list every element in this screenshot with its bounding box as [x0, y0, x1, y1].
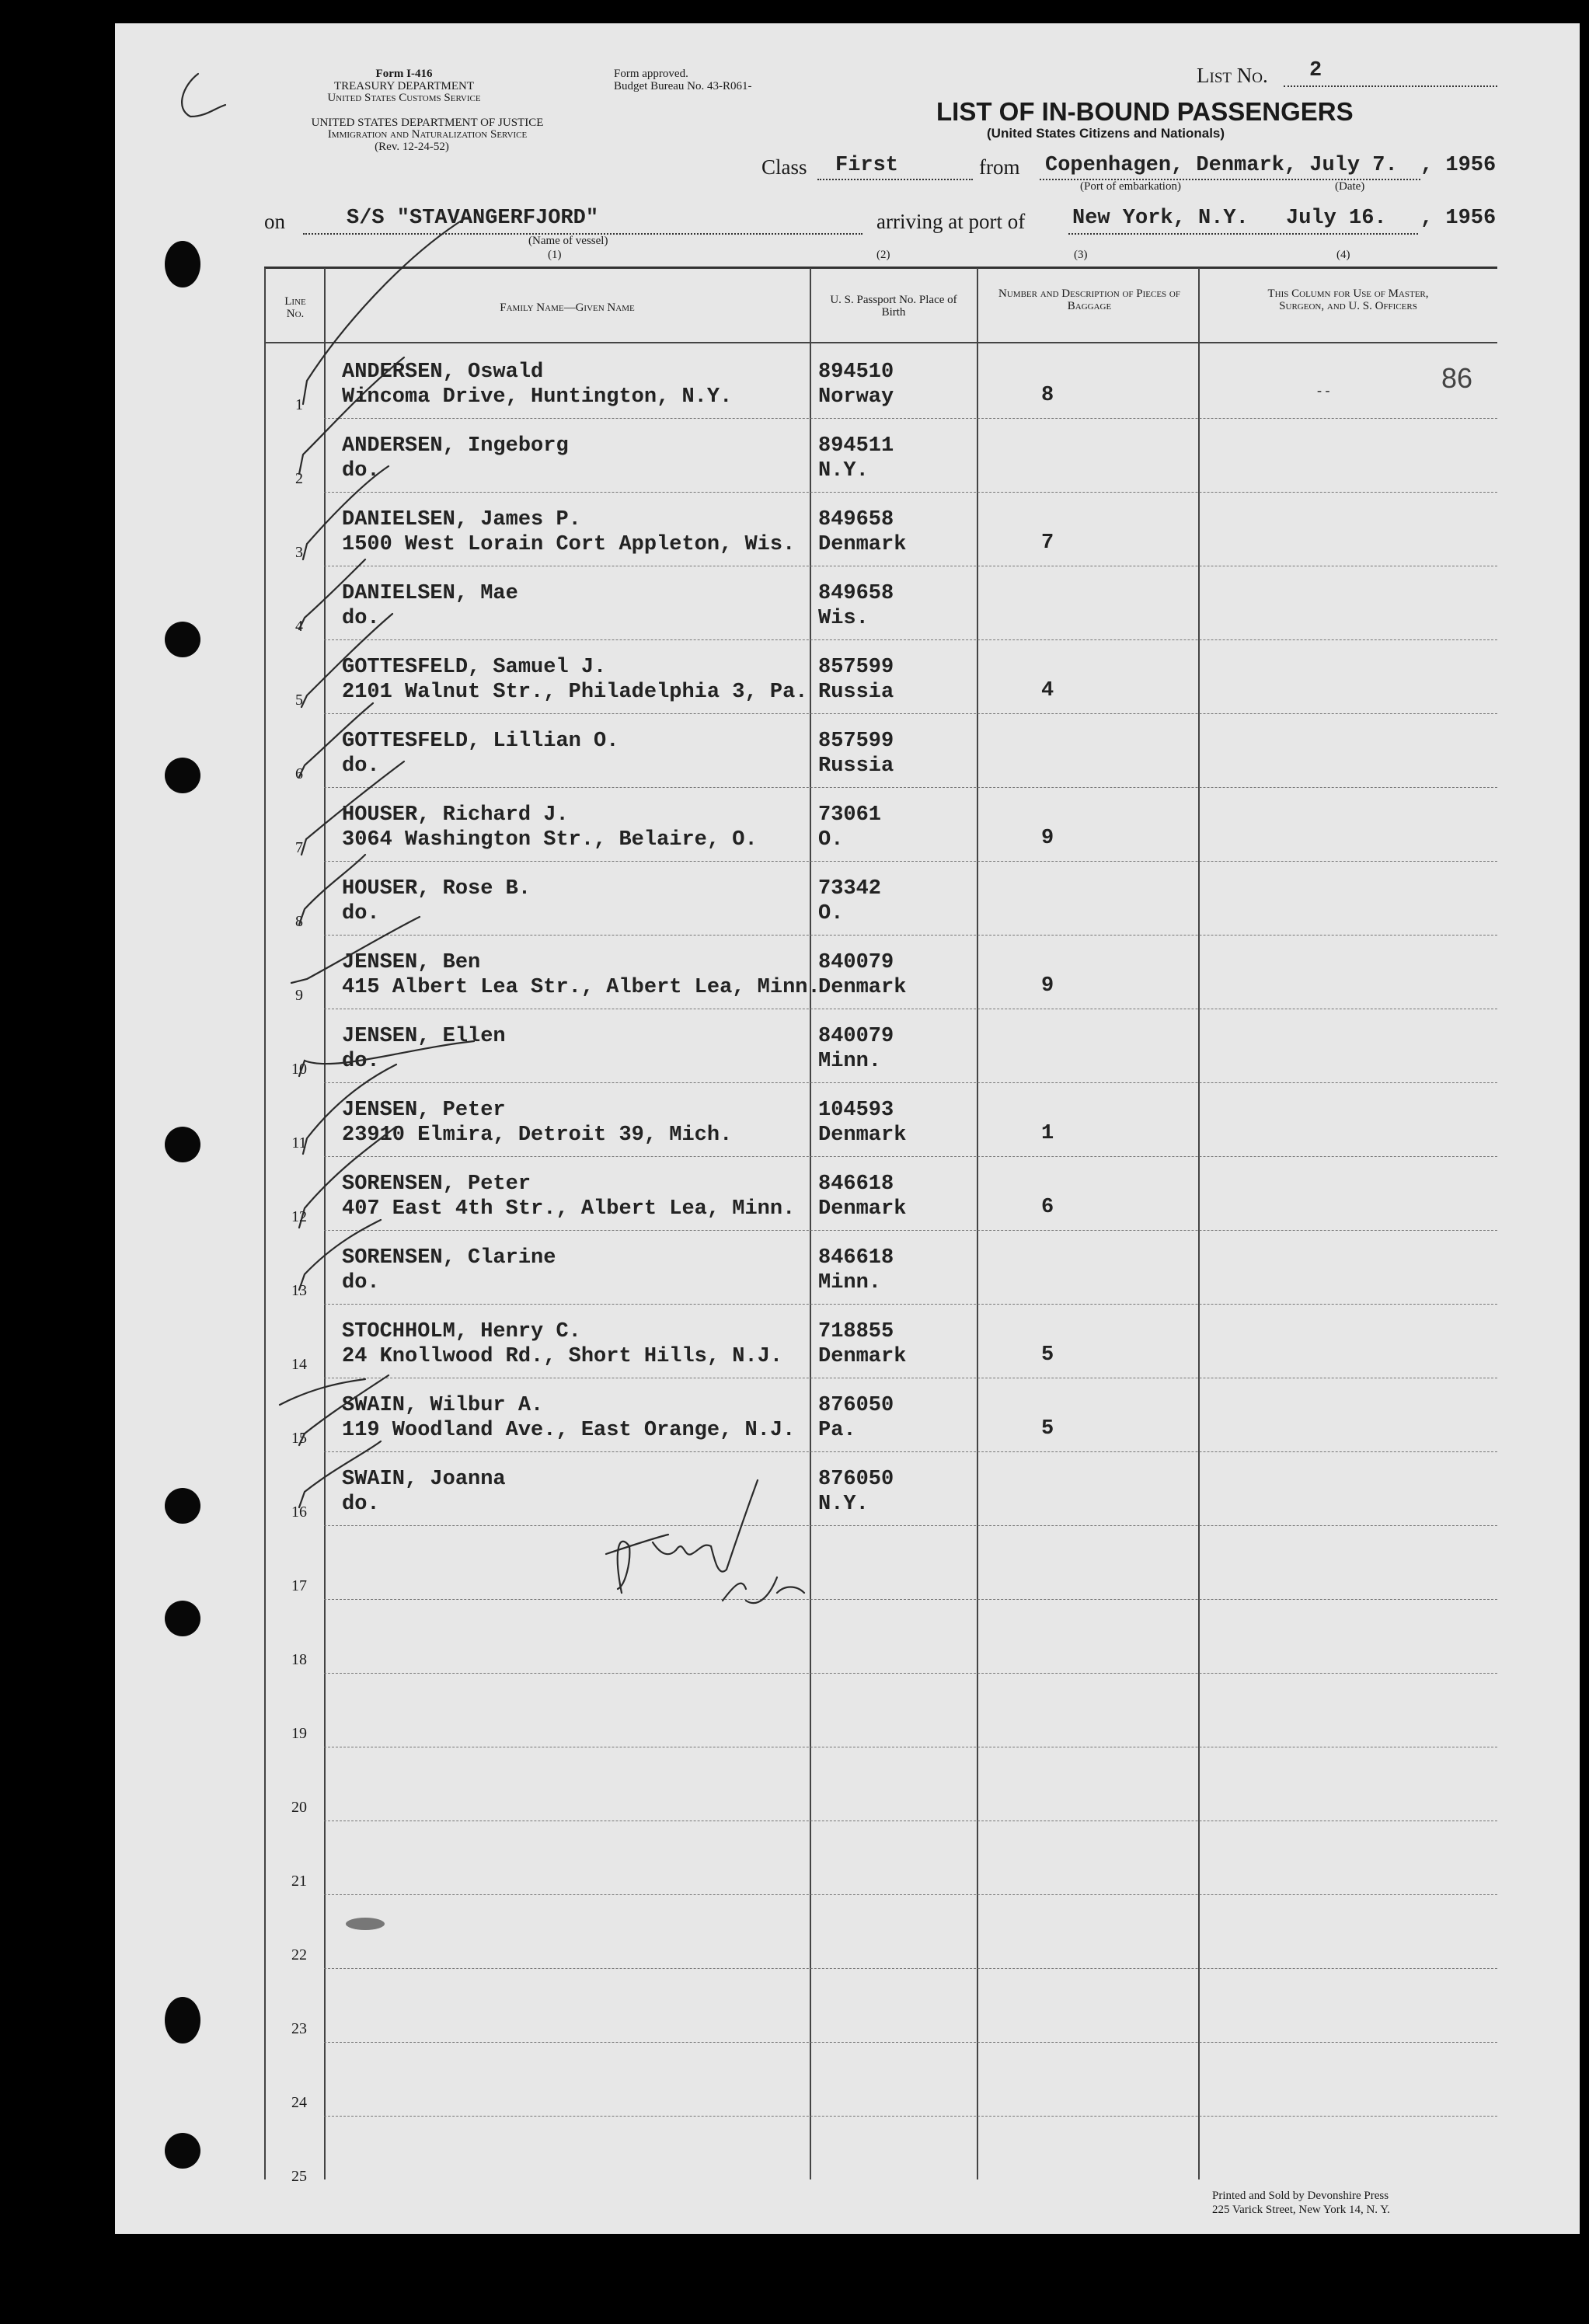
place-of-birth: N.Y.	[818, 1493, 869, 1516]
passport-number: 840079	[818, 951, 894, 974]
passenger-address: do.	[342, 607, 380, 630]
passenger-name: STOCHHOLM, Henry C.	[342, 1320, 581, 1343]
binder-hole-icon	[165, 241, 200, 287]
passenger-address: 415 Albert Lea Str., Albert Lea, Minn.	[342, 976, 821, 999]
passenger-address: do.	[342, 1493, 380, 1516]
year-1: , 1956	[1420, 154, 1497, 177]
passenger-name: HOUSER, Richard J.	[342, 803, 569, 827]
vessel-name: S/S "STAVANGERFJORD"	[347, 207, 599, 230]
binder-hole-icon	[165, 1488, 200, 1524]
baggage-count: 5	[1041, 1417, 1054, 1441]
header-officers: This Column for Use of Master, Surgeon, and U. S. Officers	[1267, 287, 1429, 312]
line-number: 15	[291, 1430, 307, 1447]
on-label: on	[264, 210, 285, 233]
passenger-address: do.	[342, 1050, 380, 1073]
port-embarkation-label: (Port of embarkation)	[1080, 180, 1181, 193]
passenger-address: Wincoma Drive, Huntington, N.Y.	[342, 385, 733, 409]
place-of-birth: Russia	[818, 754, 894, 778]
line-number: 24	[291, 2094, 307, 2111]
class-line	[817, 179, 973, 180]
passenger-address: do.	[342, 902, 380, 925]
form-approved: Form approved.	[614, 68, 688, 80]
passport-number: 73342	[818, 877, 882, 901]
passport-number: 894510	[818, 361, 894, 384]
line-number: 9	[295, 987, 303, 1004]
baggage-count: 9	[1041, 827, 1054, 850]
place-of-birth: Norway	[818, 385, 894, 409]
binder-hole-icon	[165, 758, 200, 793]
officer-mark: 86	[1441, 362, 1473, 394]
col-divider-line-no	[324, 268, 326, 2179]
col-divider-officers	[1198, 268, 1200, 2179]
passenger-name: GOTTESFELD, Lillian O.	[342, 730, 619, 753]
table-top-border	[264, 267, 1497, 269]
place-of-birth: O.	[818, 828, 844, 852]
passenger-name: ANDERSEN, Oswald	[342, 361, 544, 384]
place-of-birth: Russia	[818, 681, 894, 704]
header-name: Family Name—Given Name	[500, 301, 635, 314]
baggage-count: 7	[1041, 531, 1054, 555]
printer-line-2: 225 Varick Street, New York 14, N. Y.	[1212, 2204, 1390, 2216]
passport-number: 849658	[818, 582, 894, 605]
list-no-value: 2	[1309, 59, 1322, 82]
baggage-count: 1	[1041, 1122, 1054, 1145]
passenger-name: ANDERSEN, Ingeborg	[342, 434, 569, 458]
passenger-name: JENSEN, Ben	[342, 951, 481, 974]
line-number: 18	[291, 1651, 307, 1668]
row-divider	[324, 1894, 1497, 1895]
place-of-birth: Denmark	[818, 1124, 907, 1147]
line-number: 14	[291, 1356, 307, 1373]
row-divider	[324, 935, 1497, 936]
binder-hole-icon	[165, 1601, 200, 1636]
passenger-name: SORENSEN, Peter	[342, 1172, 531, 1196]
line-number: 8	[295, 913, 303, 930]
binder-hole-icon	[165, 2133, 200, 2169]
row-divider	[324, 1968, 1497, 1969]
place-of-birth: Wis.	[818, 607, 869, 630]
line-number: 12	[291, 1208, 307, 1225]
row-divider	[324, 1673, 1497, 1674]
line-number: 2	[295, 470, 303, 487]
passenger-address: do.	[342, 459, 380, 483]
arrival-date: July 16.	[1286, 207, 1387, 230]
passenger-name: SWAIN, Joanna	[342, 1468, 506, 1491]
passport-number: 846618	[818, 1172, 894, 1196]
row-divider	[324, 1082, 1497, 1083]
list-no-line	[1284, 85, 1497, 87]
binder-hole-icon	[165, 1997, 200, 2044]
revision: (Rev. 12-24-52)	[375, 141, 449, 153]
line-number: 17	[291, 1577, 307, 1594]
header-bottom-border	[264, 342, 1497, 343]
passenger-address: 119 Woodland Ave., East Orange, N.J.	[342, 1419, 796, 1442]
form-number: Form I-416	[375, 68, 433, 80]
passenger-name: JENSEN, Ellen	[342, 1025, 506, 1048]
passport-number: 718855	[818, 1320, 894, 1343]
header-line-no: Line No.	[284, 295, 306, 320]
page-subtitle: (United States Citizens and Nationals)	[987, 126, 1225, 141]
line-number: 19	[291, 1725, 307, 1742]
place-of-birth: Minn.	[818, 1050, 882, 1073]
justice-dept: UNITED STATES DEPARTMENT OF JUSTICE	[311, 117, 544, 129]
budget-bureau: Budget Bureau No. 43-R061-	[614, 80, 752, 92]
passport-number: 846618	[818, 1246, 894, 1270]
row-divider	[324, 713, 1497, 714]
passenger-name: HOUSER, Rose B.	[342, 877, 531, 901]
passport-number: 857599	[818, 730, 894, 753]
line-number: 23	[291, 2020, 307, 2037]
year-2: , 1956	[1420, 207, 1497, 230]
class-value: First	[835, 154, 899, 177]
passport-number: 857599	[818, 656, 894, 679]
place-of-birth: O.	[818, 902, 844, 925]
passenger-name: DANIELSEN, James P.	[342, 508, 581, 531]
baggage-count: 8	[1041, 384, 1054, 407]
class-label: Class	[761, 155, 807, 179]
line-number: 13	[291, 1282, 307, 1299]
passenger-name: SORENSEN, Clarine	[342, 1246, 556, 1270]
ins-service: Immigration and Naturalization Service	[327, 128, 528, 141]
passenger-name: SWAIN, Wilbur A.	[342, 1394, 544, 1417]
col-divider-baggage	[977, 268, 978, 2179]
passenger-name: GOTTESFELD, Samuel J.	[342, 656, 607, 679]
col-no-3: (3)	[1074, 249, 1088, 261]
passenger-name: JENSEN, Peter	[342, 1099, 506, 1122]
list-no-label: List No.	[1197, 64, 1268, 87]
baggage-count: 5	[1041, 1343, 1054, 1367]
line-number: 6	[295, 765, 303, 782]
place-of-birth: Denmark	[818, 976, 907, 999]
passport-number: 876050	[818, 1394, 894, 1417]
place-of-birth: Minn.	[818, 1271, 882, 1294]
from-label: from	[979, 155, 1020, 179]
printer-line-1: Printed and Sold by Devonshire Press	[1212, 2190, 1389, 2202]
passport-number: 73061	[818, 803, 882, 827]
passport-number: 894511	[818, 434, 894, 458]
baggage-count: 9	[1041, 974, 1054, 998]
line-number: 10	[291, 1061, 307, 1078]
passport-number: 849658	[818, 508, 894, 531]
line-number: 4	[295, 618, 303, 635]
row-divider	[324, 1304, 1497, 1305]
line-number: 3	[295, 544, 303, 561]
row-divider	[324, 1599, 1497, 1600]
vessel-label: (Name of vessel)	[528, 235, 608, 247]
place-of-birth: Denmark	[818, 533, 907, 556]
row-divider	[324, 787, 1497, 788]
row-divider	[324, 492, 1497, 493]
line-number: 25	[291, 2168, 307, 2185]
header-passport: U. S. Passport No. Place of Birth	[830, 294, 957, 319]
table-left-border	[264, 268, 266, 2179]
line-number: 1	[295, 396, 303, 413]
passenger-address: 3064 Washington Str., Belaire, O.	[342, 828, 758, 852]
col-no-4: (4)	[1336, 249, 1350, 261]
place-of-birth: Pa.	[818, 1419, 856, 1442]
line-number: 20	[291, 1799, 307, 1816]
line-number: 22	[291, 1946, 307, 1963]
passenger-address: 24 Knollwood Rd., Short Hills, N.J.	[342, 1345, 783, 1368]
place-of-birth: N.Y.	[818, 459, 869, 483]
passenger-address: 2101 Walnut Str., Philadelphia 3, Pa.	[342, 681, 808, 704]
passenger-address: do.	[342, 1271, 380, 1294]
header-baggage: Number and Description of Pieces of Baggage	[998, 287, 1180, 312]
arrival-line	[1068, 233, 1418, 235]
passport-number: 104593	[818, 1099, 894, 1122]
line-number: 16	[291, 1503, 307, 1521]
row-divider	[324, 2042, 1497, 2043]
passenger-address: 1500 West Lorain Cort Appleton, Wis.	[342, 533, 796, 556]
customs-service: United States Customs Service	[327, 92, 481, 104]
col-no-2: (2)	[876, 249, 890, 261]
passenger-address: 23910 Elmira, Detroit 39, Mich.	[342, 1124, 733, 1147]
row-divider	[324, 2116, 1497, 2117]
place-of-birth: Denmark	[818, 1197, 907, 1221]
passport-number: 840079	[818, 1025, 894, 1048]
row-divider	[324, 418, 1497, 419]
row-divider	[324, 861, 1497, 862]
line-number: 7	[295, 839, 303, 856]
place-of-birth: Denmark	[818, 1345, 907, 1368]
row-divider	[324, 1156, 1497, 1157]
vessel-col-no: (1)	[548, 249, 562, 261]
row-divider	[324, 639, 1497, 640]
row-divider	[324, 1230, 1497, 1231]
row-divider	[324, 1451, 1497, 1452]
baggage-count: 4	[1041, 679, 1054, 702]
line-number: 11	[291, 1134, 307, 1152]
line-number: 5	[295, 692, 303, 709]
date-label: (Date)	[1335, 180, 1365, 193]
arriving-label: arriving at port of	[876, 210, 1026, 233]
baggage-count: 6	[1041, 1196, 1054, 1219]
line-number: 21	[291, 1873, 307, 1890]
passenger-address: 407 East 4th Str., Albert Lea, Minn.	[342, 1197, 796, 1221]
from-value: Copenhagen, Denmark, July 7.	[1045, 154, 1398, 177]
row-divider	[324, 1525, 1497, 1526]
binder-hole-icon	[165, 622, 200, 657]
arrival-port: New York, N.Y.	[1072, 207, 1249, 230]
binder-hole-icon	[165, 1127, 200, 1162]
col-divider-passport	[810, 268, 811, 2179]
passenger-name: DANIELSEN, Mae	[342, 582, 518, 605]
officer-dash: - -	[1317, 382, 1330, 398]
page-title: LIST OF IN-BOUND PASSENGERS	[936, 97, 1354, 126]
treasury-dept: TREASURY DEPARTMENT	[333, 80, 475, 92]
passport-number: 876050	[818, 1468, 894, 1491]
passenger-address: do.	[342, 754, 380, 778]
